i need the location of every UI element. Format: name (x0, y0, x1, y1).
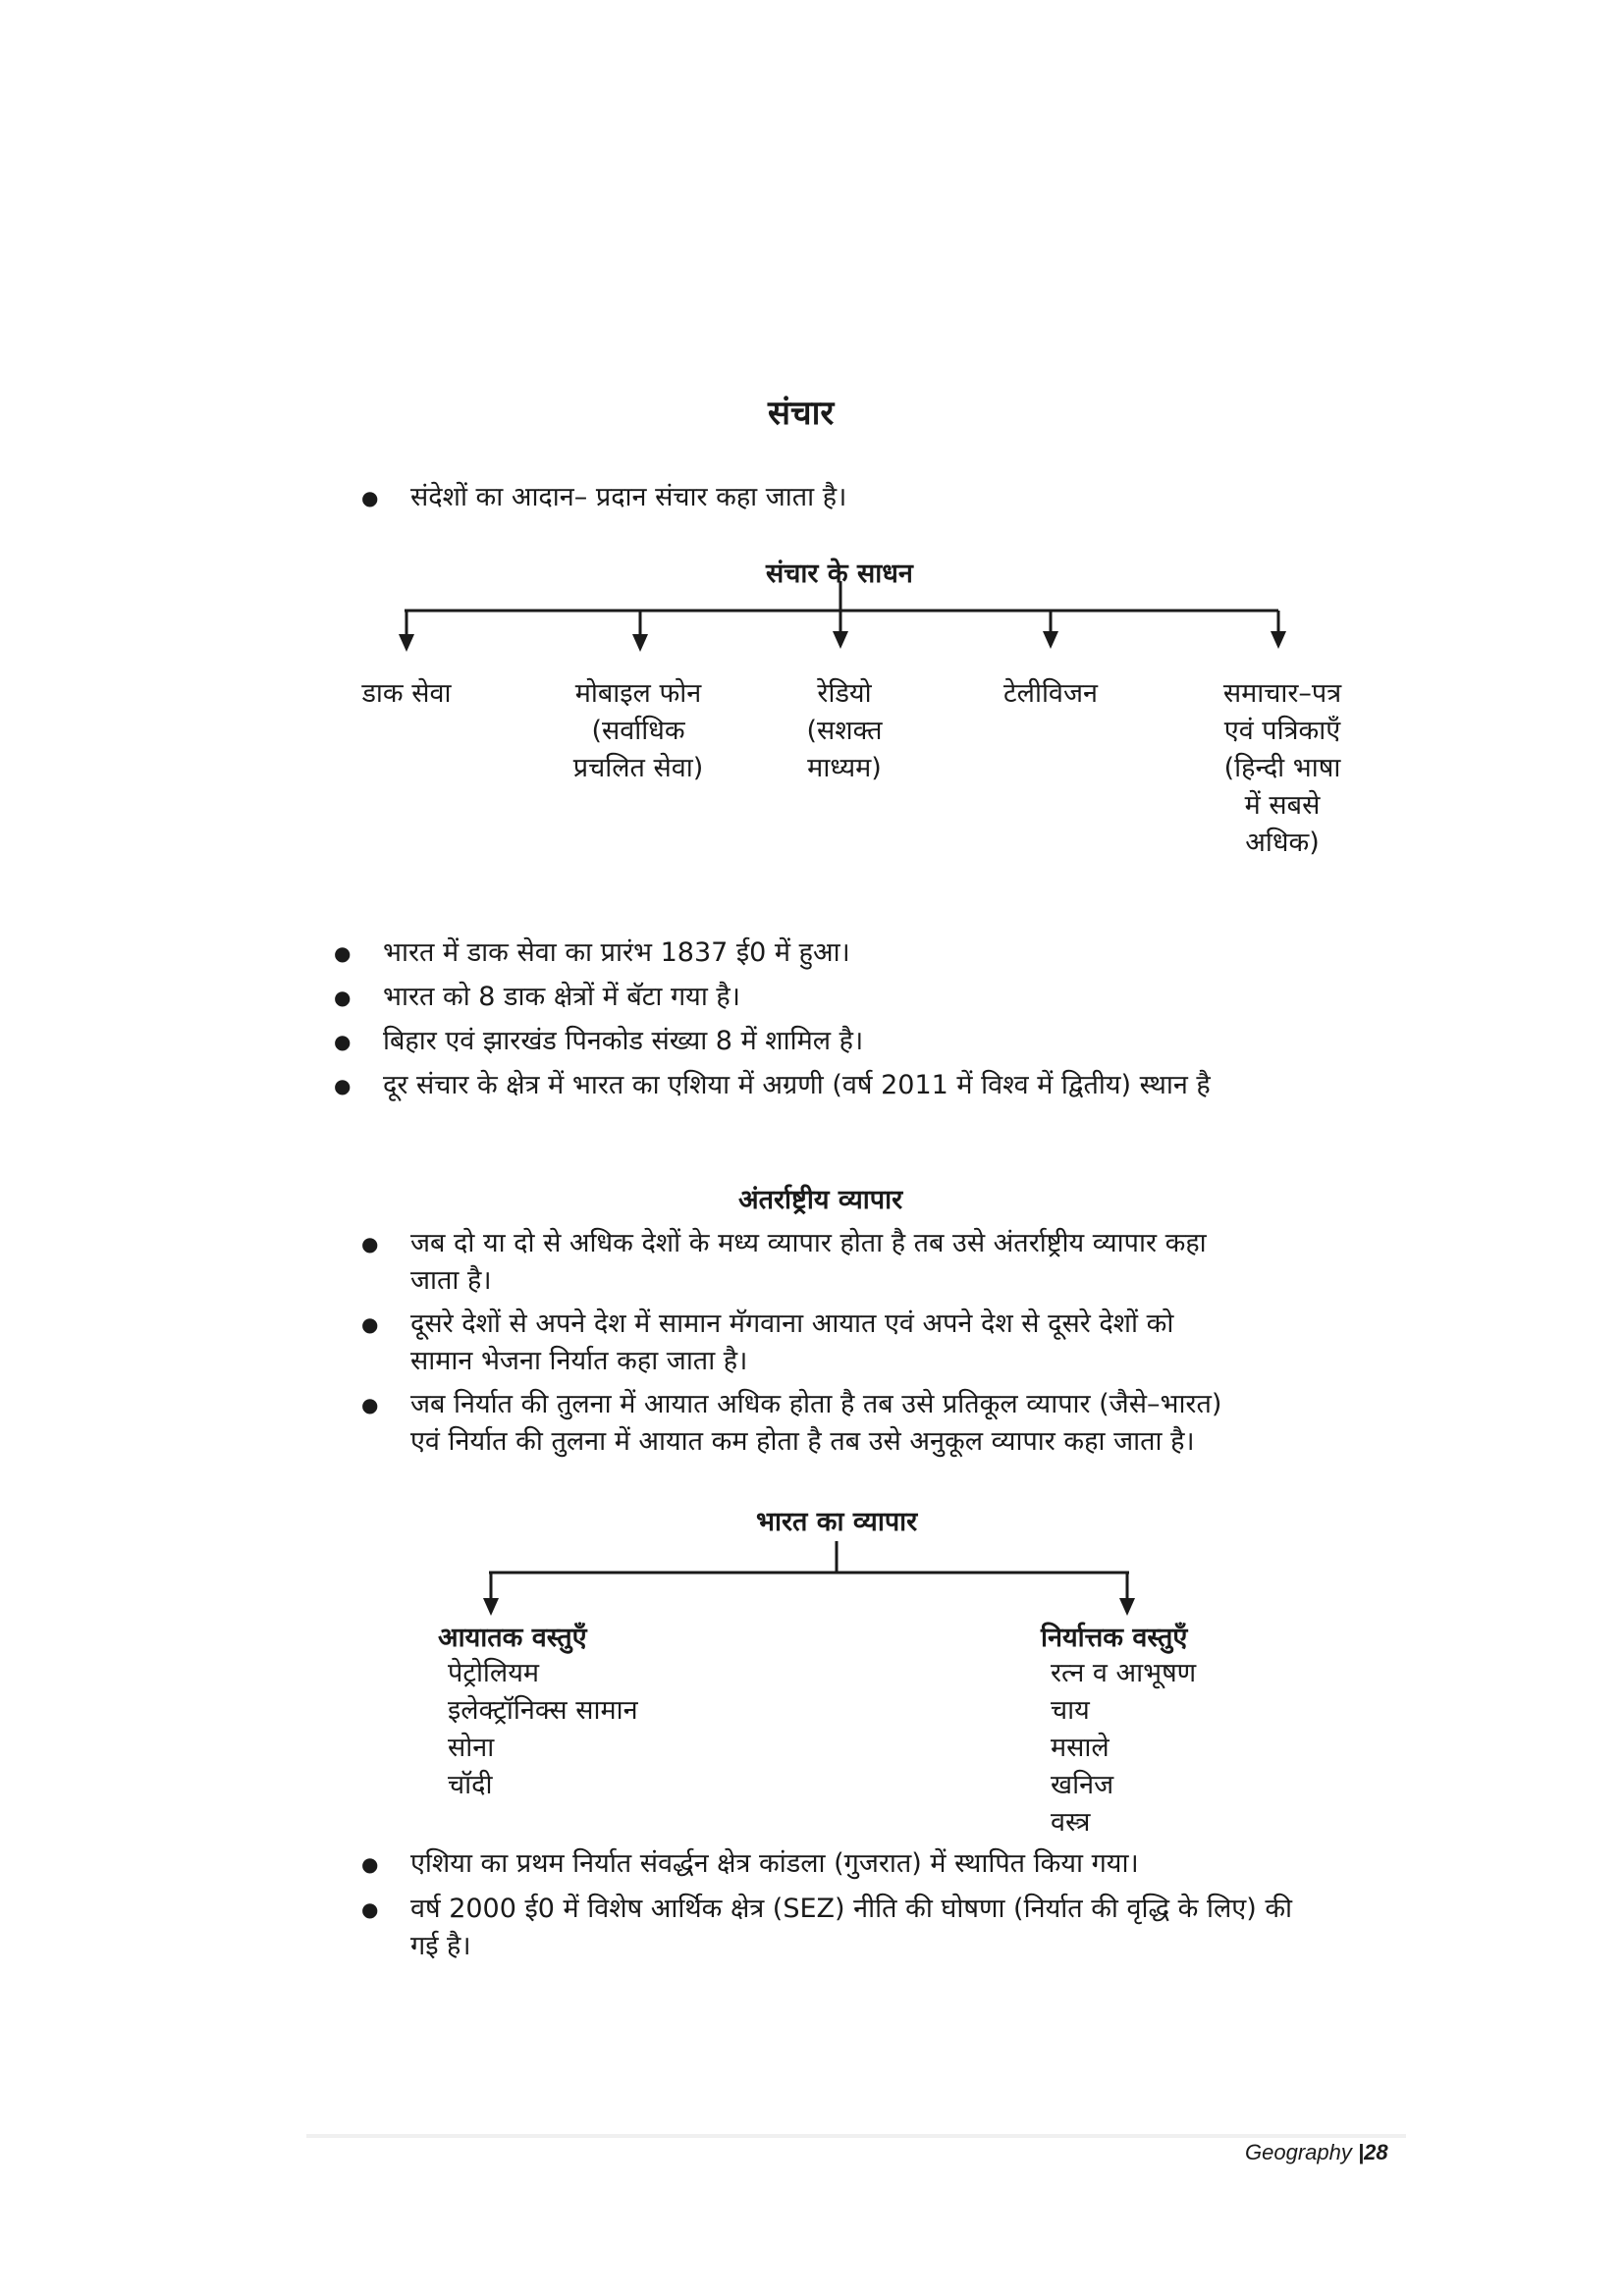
trade-bullet-line: ● जब निर्यात की तुलना में आयात अधिक होता है तब उसे प्रतिकूल व्यापार (जैसे–भारत) (410, 1389, 1222, 1419)
trade-bullet (361, 1306, 1221, 1380)
comm-node-tv (972, 675, 1129, 713)
node-line: समाचार–पत्र (1222, 678, 1342, 709)
page-heading: संचार (768, 394, 835, 433)
final-bullet (361, 1845, 1292, 1883)
arrow-4 (1043, 611, 1058, 649)
node-line: टेलीविजन (1003, 678, 1098, 709)
imports-title: आयातक वस्तुएँ (438, 1623, 587, 1653)
import-item: पेट्रोलियम (448, 1658, 540, 1688)
import-item: सोना (448, 1733, 495, 1763)
final-bullet-line: ● एशिया का प्रथम निर्यात संवर्द्धन क्षेत्र कांडला (गुजरात) में स्थापित किया गया। (410, 1848, 1139, 1879)
arrow-imports (483, 1573, 499, 1616)
final-bullet-line: ● वर्ष 2000 ई0 में विशेष आर्थिक क्षेत्र (SEZ) नीति की घोषणा (निर्यात की वृद्धि के लिए) की (410, 1894, 1293, 1924)
import-item: चॉदी (448, 1770, 493, 1800)
export-item: मसाले (1051, 1733, 1110, 1763)
arrow-2 (632, 611, 648, 652)
trade-bullet-line: सामान भेजना निर्यात कहा जाता है। (410, 1346, 748, 1376)
comm-node-radio (776, 675, 913, 787)
intro-bullet-list (361, 479, 846, 516)
trade-bullet-line: ● जब दो या दो से अधिक देशों के मध्य व्यापार होता है तब उसे अंतर्राष्ट्रीय व्यापार कहा (410, 1228, 1207, 1258)
node-line: (हिन्दी भाषा (1223, 753, 1341, 783)
india-trade-title: भारत का व्यापार (756, 1507, 918, 1537)
trade-heading: अंतर्राष्ट्रीय व्यापार (738, 1185, 903, 1215)
exports-list (1051, 1655, 1196, 1842)
comm-node-mobile (520, 675, 756, 787)
post-bullet-list (334, 934, 1211, 1104)
final-bullet (361, 1891, 1292, 1965)
final-bullet-list (361, 1845, 1292, 1965)
final-bullet-line: गई है। (410, 1931, 471, 1961)
trade-bullet-list (361, 1225, 1221, 1461)
node-line: (सर्वाधिक (591, 716, 685, 746)
post-bullet: ● भारत में डाक सेवा का प्रारंभ 1837 ई0 में हुआ। (334, 934, 1211, 972)
node-line: रेडियो (817, 678, 872, 709)
export-item: रत्न व आभूषण (1051, 1658, 1197, 1688)
node-line: माध्यम) (807, 753, 882, 783)
export-item: खनिज (1051, 1770, 1114, 1800)
node-line: (सशक्त (806, 716, 883, 746)
footer-page-number: 28 (1364, 2140, 1388, 2164)
node-line: एवं पत्रिकाएँ (1223, 716, 1341, 746)
arrow-1 (399, 611, 414, 652)
export-item: चाय (1051, 1695, 1090, 1726)
node-line: मोबाइल फोन (574, 678, 702, 709)
node-line: डाक सेवा (361, 678, 452, 709)
post-bullet: ● भारत को 8 डाक क्षेत्रों में बॅटा गया है। (334, 979, 1211, 1016)
comm-diagram-title: संचार के साधन (766, 559, 913, 589)
trade-bullet (361, 1386, 1221, 1461)
trade-bullet-line: ● दूसरे देशों से अपने देश में सामान मॅगवाना आयात एवं अपने देश से दूसरे देशों को (410, 1308, 1174, 1339)
node-line: में सबसे (1244, 790, 1321, 821)
arrow-5 (1271, 611, 1286, 649)
exports-title: निर्यात्तक वस्तुएँ (1041, 1623, 1188, 1653)
node-line: अधिक) (1245, 828, 1320, 858)
import-item: इलेक्ट्रॉनिक्स सामान (448, 1695, 638, 1726)
imports-list (448, 1655, 638, 1804)
page-footer (1245, 2140, 1388, 2165)
trade-bullet (361, 1225, 1221, 1300)
footer-separator: | (1357, 2140, 1365, 2164)
comm-node-newspaper (1174, 675, 1390, 862)
trade-bullet-line: एवं निर्यात की तुलना में आयात कम होता है तब उसे अनुकूल व्यापार कहा जाता है। (410, 1426, 1195, 1457)
arrow-exports (1119, 1573, 1135, 1616)
node-line: प्रचलित सेवा) (572, 753, 704, 783)
footer-subject: Geography (1245, 2140, 1352, 2164)
intro-bullet: ● संदेशों का आदान– प्रदान संचार कहा जाता है। (361, 479, 846, 516)
arrow-3 (833, 611, 848, 649)
export-item: वस्त्र (1051, 1807, 1091, 1838)
comm-node-post (328, 675, 485, 713)
trade-bullet-line: जाता है। (410, 1265, 492, 1296)
post-bullet: ● बिहार एवं झारखंड पिनकोड संख्या 8 में शामिल है। (334, 1023, 1211, 1060)
post-bullet: ● दूर संचार के क्षेत्र में भारत का एशिया में अग्रणी (वर्ष 2011 में विश्व में द्वितीय) स्थान है (334, 1067, 1211, 1104)
